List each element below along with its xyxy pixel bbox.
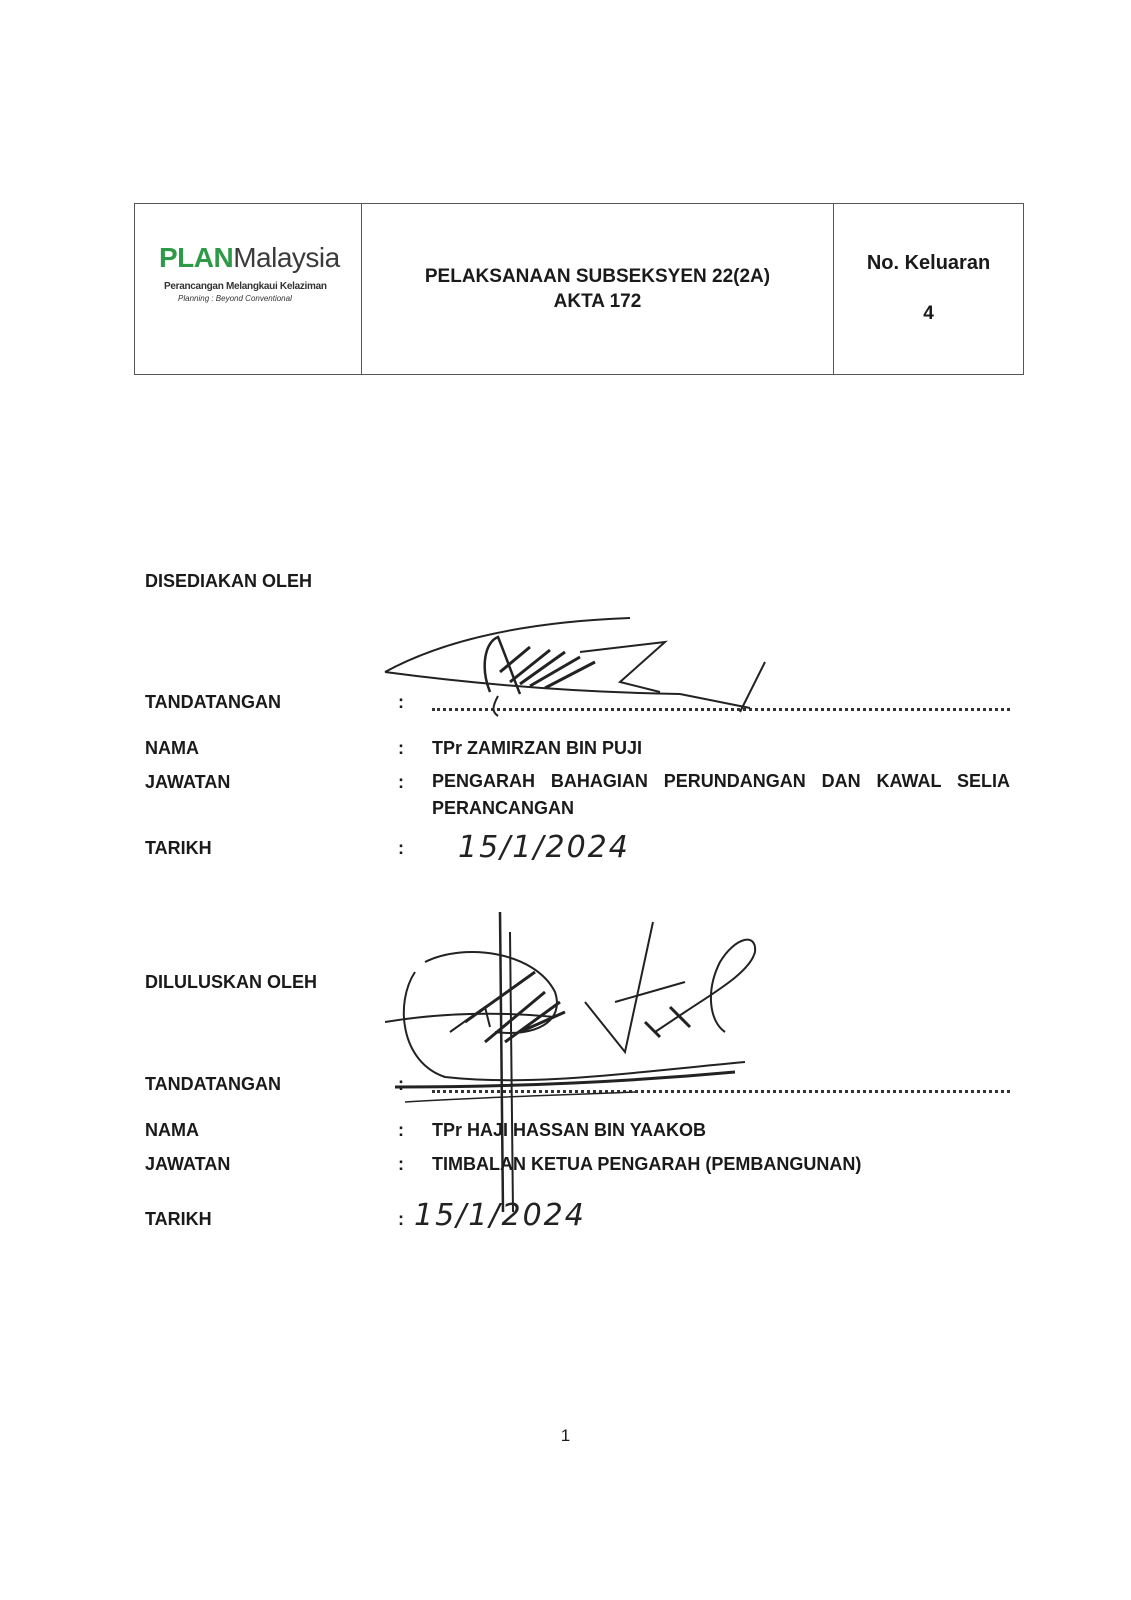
approved-name-label: NAMA [145, 1120, 199, 1140]
prepared-position-value: PENGARAH BAHAGIAN PERUNDANGAN DAN KAWAL SELIA PERANCANGAN [432, 771, 1010, 818]
issue-number: 4 [923, 303, 934, 324]
colon: : [398, 1074, 404, 1094]
title-cell [362, 204, 834, 374]
document-title-line2: AKTA 172 [553, 291, 642, 312]
colon: : [398, 1154, 404, 1174]
prepared-date-handwritten: 15/1/2024 [458, 830, 630, 865]
colon: : [398, 1120, 404, 1140]
approved-signature-label: TANDATANGAN [145, 1074, 281, 1094]
logo-tagline: Perancangan Melangkaui Kelaziman [164, 281, 327, 292]
logo-cell [135, 204, 362, 374]
issue-cell [834, 204, 1023, 374]
prepared-name-value: TPr ZAMIRZAN BIN PUJI [432, 738, 643, 758]
issue-label: No. Keluaran [866, 252, 991, 274]
logo-tagline-en: Planning : Beyond Conventional [178, 294, 292, 303]
document-title-line1: PELAKSANAAN SUBSEKSYEN 22(2A) [424, 266, 771, 287]
colon: : [398, 738, 404, 758]
colon: : [398, 692, 404, 712]
approved-signature-image [385, 912, 785, 1232]
colon: : [398, 772, 404, 792]
approved-position-label: JAWATAN [145, 1154, 231, 1174]
prepared-signature-label: TANDATANGAN [145, 692, 281, 712]
approved-name-value: TPr HAJI HASSAN BIN YAAKOB [432, 1120, 707, 1140]
planmalaysia-logo: PLANMalaysia [159, 242, 340, 273]
approved-date-label: TARIKH [145, 1209, 212, 1229]
page-number: 1 [560, 1426, 571, 1445]
prepared-name-label: NAMA [145, 738, 199, 758]
prepared-by-heading: DISEDIAKAN OLEH [145, 571, 313, 591]
approved-position-value: TIMBALAN KETUA PENGARAH (PEMBANGUNAN) [432, 1154, 862, 1174]
prepared-signature-image [380, 612, 790, 732]
colon: : [398, 838, 404, 858]
prepared-date-label: TARIKH [145, 838, 212, 858]
colon: : [398, 1209, 404, 1229]
approved-date-handwritten: 15/1/2024 [414, 1198, 586, 1233]
prepared-position-label: JAWATAN [145, 772, 231, 792]
document-header-table [134, 203, 1024, 375]
approved-by-heading: DILULUSKAN OLEH [145, 972, 317, 992]
